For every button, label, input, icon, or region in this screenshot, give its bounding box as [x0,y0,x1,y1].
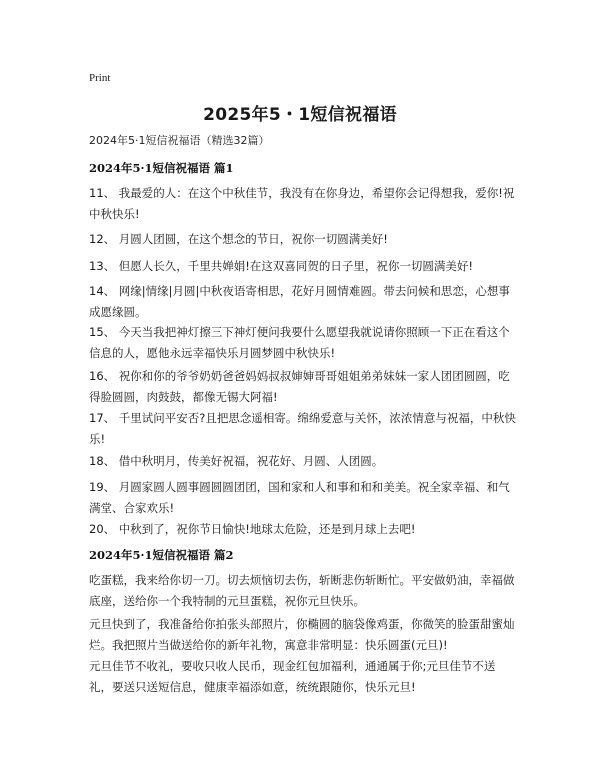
section-heading-1: 2024年5·1短信祝福语 篇1 [89,161,234,175]
paragraph-item: 17、 千里试问平安否?且把思念遥相寄。绵绵爱意与关怀，浓浓情意与祝福，中秋快乐! [89,411,516,446]
paragraph-item: 吃蛋糕，我来给你切一刀。切去烦恼切去伤，斩断悲伤斩断忙。平安做奶油，幸福做底座，送给你一个我特制的元旦蛋糕，祝你元旦快乐。 [89,573,515,608]
paragraph-item: 12、 月圆人团圆，在这个想念的节日，祝你一切圆满美好! [89,232,388,246]
paragraph-item: 14、 网缘|情缘|月圆|中秋夜语寄相思，花好月圆情难圆。带去问候和思恋，心想事成愿缘圆。 [89,284,510,319]
paragraph-item: 19、 月圆家圆人圆事圆圆圆团团，国和家和人和事和和和美美。祝全家幸福、和气满堂、合家欢乐! [89,480,510,515]
print-link[interactable]: Print [89,72,111,84]
paragraph-item: 13、 但愿人长久，千里共婵娟!在这双喜同贺的日子里，祝你一切圆满美好! [89,259,474,273]
paragraph-item: 11、 我最爱的人：在这个中秋佳节，我没有在你身边，希望你会记得想我，爱你!祝中秋快乐! [89,186,515,221]
paragraph-item: 20、 中秋到了，祝你节日愉快!地球太危险，还是到月球上去吧! [89,522,416,536]
paragraph-item: 15、 今天当我把神灯擦三下神灯便问我要什么愿望我就说请你照顾一下正在看这个信息的人，愿他永远幸福快乐月圆梦圆中秋快乐! [89,325,510,360]
paragraph-item: 16、 祝你和你的爷爷奶奶爸爸妈妈叔叔婶婶哥哥姐姐弟弟妹妹一家人团团圆圆，吃得脸圆圆，肉鼓鼓，都像无锡大阿福! [89,369,510,404]
document-subtitle: 2024年5·1短信祝福语（精选32篇） [89,134,270,147]
section-heading-2: 2024年5·1短信祝福语 篇2 [89,548,234,562]
page-title: 2025年5・1短信祝福语 [203,105,397,125]
paragraph-item: 元旦佳节不收礼，要收只收人民币，现金红包加福利，通通属于你;元旦佳节不送礼，要送只送短信息，健康幸福添如意，统统跟随你，快乐元旦! [89,659,496,694]
paragraph-item: 18、 借中秋明月，传美好祝福，祝花好、月圆、人团圆。 [89,454,384,468]
paragraph-item: 元旦快到了，我准备给你拍张头部照片，你椭圆的脑袋像鸡蛋，你微笑的脸蛋甜蜜灿烂。我把照片当做送给你的新年礼物，寓意非常明显：快乐圆蛋(元旦)! [89,617,515,652]
